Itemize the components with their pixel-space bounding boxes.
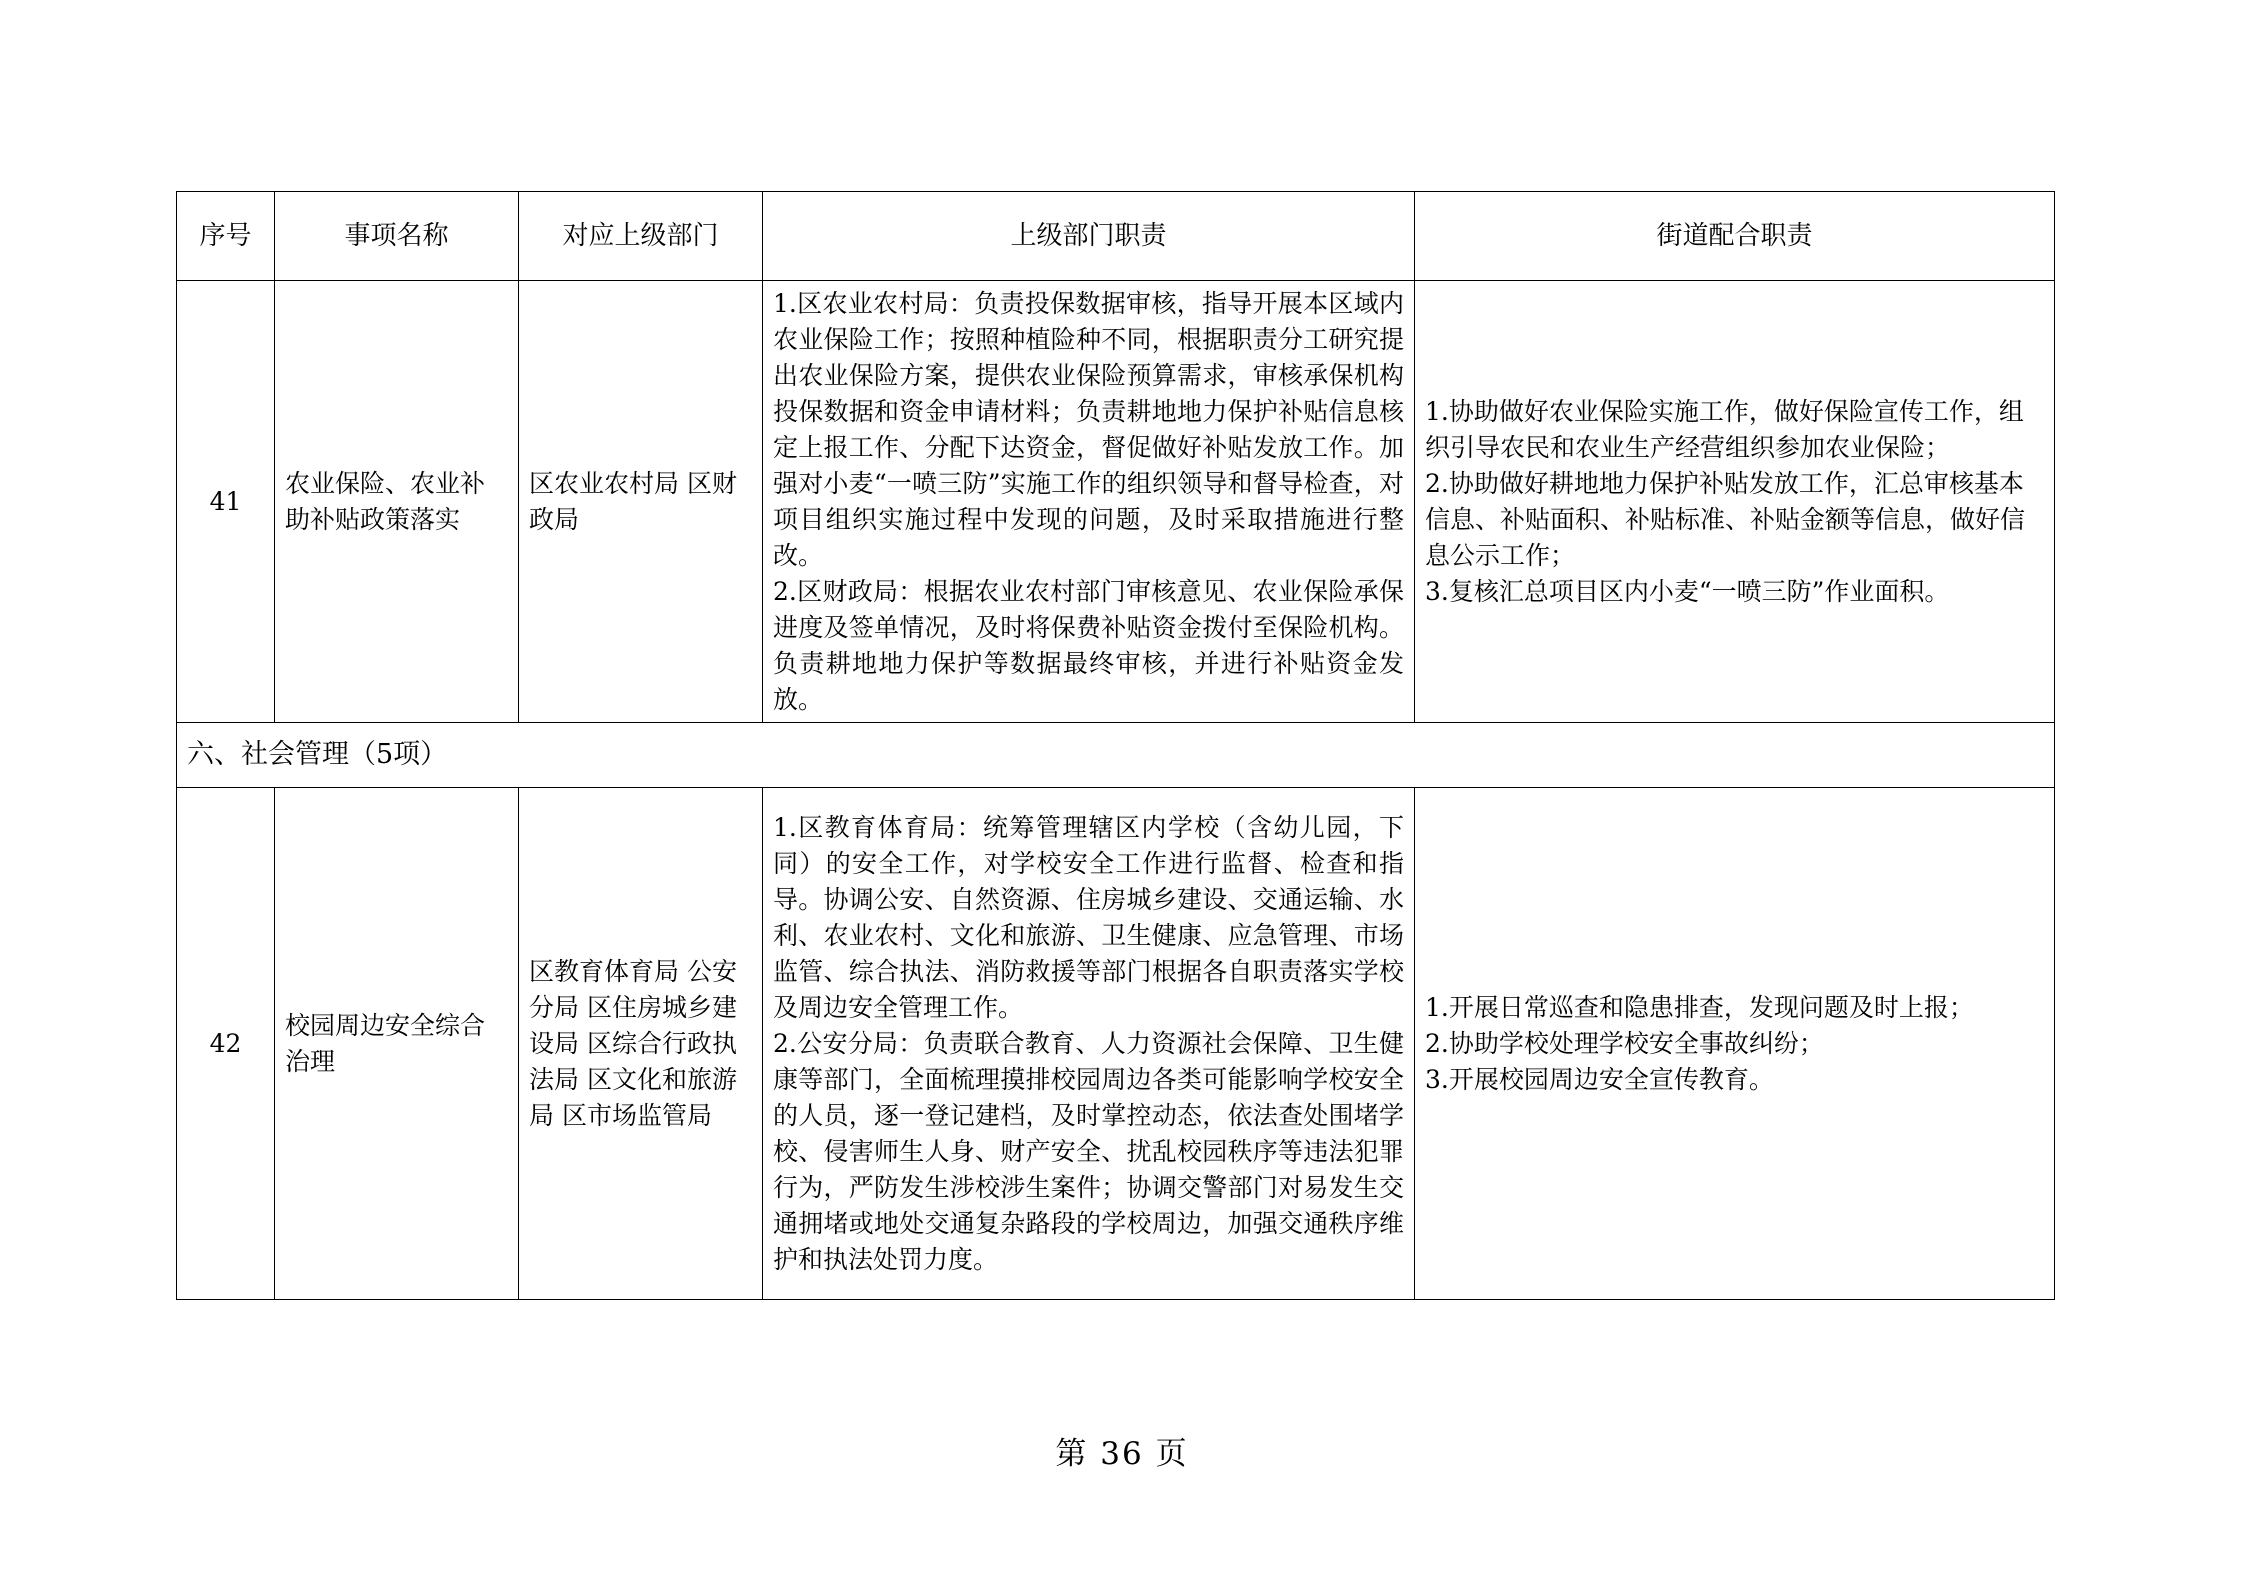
section-title: 六、社会管理（5项）: [177, 723, 2055, 788]
header-superior-dept: 对应上级部门: [519, 192, 763, 281]
table-header-row: [177, 192, 2055, 281]
street-duty-item: 1.协助做好农业保险实施工作，做好保险宣传工作，组织引导农民和农业生产经营组织参加农业保险；: [1425, 396, 2024, 462]
street-duty-item: 2.协助学校处理学校安全事故纠纷；: [1425, 1028, 1824, 1058]
header-superior-duty: 上级部门职责: [763, 192, 1415, 281]
table-row: [177, 788, 2055, 1300]
duty-paragraph: 1.区农业农村局：负责投保数据审核，指导开展本区域内农业保险工作；按照种植险种不同，根据职责分工研究提出农业保险方案，提供农业保险预算需求，审核承保机构投保数据和资金申请材料；负责耕地地力保护补贴信息核定上报工作、分配下达资金，督促做好补贴发放工作。加强对小麦“一喷三防”实施工作的组织领导和督导检查，对项目组织实施过程中发现的问题，及时采取措施进行整改。: [773, 288, 1404, 570]
duty-paragraph: 2.区财政局：根据农业农村部门审核意见、农业保险承保进度及签单情况，及时将保费补贴资金拨付至保险机构。负责耕地地力保护等数据最终审核，并进行补贴资金发放。: [773, 576, 1404, 714]
header-no: 序号: [177, 192, 275, 281]
page-number: 第 36 页: [1055, 1436, 1189, 1472]
row-superior-dept: 区农业农村局 区财政局: [519, 281, 763, 723]
row-superior-dept: 区教育体育局 公安分局 区住房城乡建设局 区综合行政执法局 区文化和旅游局 区市场监管局: [519, 788, 763, 1300]
responsibility-table: [176, 191, 2055, 1300]
duty-paragraph: 2.公安分局：负责联合教育、人力资源社会保障、卫生健康等部门，全面梳理摸排校园周边各类可能影响学校安全的人员，逐一登记建档，及时掌控动态，依法查处围堵学校、侵害师生人身、财产安全、扰乱校园秩序等违法犯罪行为，严防发生涉校涉生案件；协调交警部门对易发生交通拥堵或地处交通复杂路段的学校周边，加强交通秩序维护和执法处罚力度。: [773, 1028, 1404, 1274]
row-no: 41: [177, 281, 275, 723]
row-no: 42: [177, 788, 275, 1300]
row-superior-duty: [763, 281, 1415, 723]
row-superior-duty: [763, 788, 1415, 1300]
section-row: [177, 723, 2055, 788]
duty-paragraph: 1.区教育体育局：统筹管理辖区内学校（含幼儿园，下同）的安全工作，对学校安全工作进行监督、检查和指导。协调公安、自然资源、住房城乡建设、交通运输、水利、农业农村、文化和旅游、卫生健康、应急管理、市场监管、综合执法、消防救援等部门根据各自职责落实学校及周边安全管理工作。: [773, 812, 1404, 1022]
header-street-duty: 街道配合职责: [1415, 192, 2055, 281]
row-item-name: 农业保险、农业补助补贴政策落实: [275, 281, 519, 723]
street-duty-item: 3.复核汇总项目区内小麦“一喷三防”作业面积。: [1425, 576, 1950, 606]
row-street-duty: [1415, 281, 2055, 723]
row-item-name: 校园周边安全综合治理: [275, 788, 519, 1300]
table-row: [177, 281, 2055, 723]
header-item-name: 事项名称: [275, 192, 519, 281]
street-duty-item: 3.开展校园周边安全宣传教育。: [1425, 1064, 1774, 1094]
street-duty-item: 2.协助做好耕地地力保护补贴发放工作，汇总审核基本信息、补贴面积、补贴标准、补贴金额等信息，做好信息公示工作；: [1425, 468, 2026, 570]
street-duty-item: 1.开展日常巡查和隐患排查，发现问题及时上报；: [1425, 992, 1974, 1022]
row-street-duty: [1415, 788, 2055, 1300]
